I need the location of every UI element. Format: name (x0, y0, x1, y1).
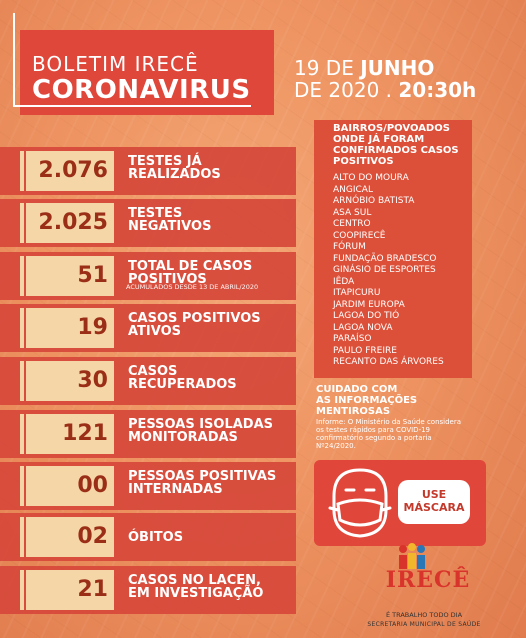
date-month: JUNHO (360, 56, 435, 80)
neighborhood-item: COOPIRECÊ (333, 230, 386, 241)
neighborhood-item: ANGICAL (333, 184, 373, 195)
date-year: DE 2020 . (294, 78, 399, 102)
stat-label: CASOS RECUPERADOS (128, 364, 237, 392)
stat-label: TOTAL DE CASOS POSITIVOS (128, 259, 253, 287)
neighborhood-item: ITAPICURU (333, 288, 381, 298)
stat-tick (20, 151, 24, 191)
stat-label: PESSOAS ISOLADAS MONITORADAS (128, 417, 274, 445)
stat-value: 00 (77, 473, 108, 498)
stat-label: CASOS NO LACEN, EM INVESTIGAÇÃO (128, 573, 264, 601)
stat-tick (20, 517, 24, 557)
stat-note: ACUMULADOS DESDE 13 DE ABRIL/2020 (126, 283, 259, 291)
neighborhood-item: FÓRUM (333, 242, 366, 252)
stat-tick (20, 570, 24, 610)
neighborhoods-list (333, 173, 444, 369)
stat-tick (20, 361, 24, 401)
stat-tick (20, 466, 24, 506)
neighborhood-item: LAGOA NOVA (333, 322, 393, 333)
neighborhood-item: PAULO FREIRE (333, 345, 397, 356)
logo-tagline: É TRABALHO TODO DIA (385, 611, 463, 619)
date-day: 19 DE (294, 56, 361, 80)
warning-text: Informe: O Ministério da Saúde considera os testes rápidos para COVID-19 confirmatório segundo a portaria Nº24/2020. (316, 418, 462, 450)
use-mask-bubble: USE MÁSCARA (398, 480, 470, 524)
stat-value: 19 (77, 315, 108, 340)
neighborhood-item: RECANTO DAS ÁRVORES (333, 357, 444, 367)
stat-tick (20, 203, 24, 243)
stat-label: PESSOAS POSITIVAS INTERNADAS (128, 469, 277, 497)
neighborhood-item: LAGOA DO TIÓ (333, 311, 400, 321)
stat-value: 30 (77, 368, 108, 393)
bulletin-subtitle: CORONAVIRUS (32, 75, 251, 105)
stat-value: 21 (77, 577, 108, 602)
neighborhoods-heading: BAIRROS/POVOADOS ONDE JÁ FORAM CONFIRMADOS CASOS POSITIVOS (333, 123, 459, 167)
neighborhood-item: CENTRO (333, 219, 371, 229)
stat-tick (20, 308, 24, 348)
stat-value: 121 (62, 421, 108, 446)
logo-secretariat: SECRETARIA MUNICIPAL DE SAÚDE (367, 621, 481, 628)
bulletin-title: BOLETIM IRECÊ (32, 52, 199, 76)
neighborhood-item: JARDIM EUROPA (333, 299, 405, 310)
date-line-1 (294, 58, 434, 78)
neighborhood-item: PARAÍSO (333, 334, 372, 344)
stat-value: 51 (77, 263, 108, 288)
neighborhood-item: GINÁSIO DE ESPORTES (333, 265, 436, 275)
neighborhood-item: ARNÓBIO BATISTA (333, 196, 415, 206)
neighborhood-item: ALTO DO MOURA (333, 173, 409, 183)
stat-tick (20, 414, 24, 454)
neighborhood-item: IÊDA (333, 276, 355, 287)
warning-heading: CUIDADO COM AS INFORMAÇÕES MENTIROSAS (316, 384, 418, 417)
neighborhood-item: ASA SUL (333, 207, 372, 218)
stat-tick (20, 256, 24, 296)
date-line-2 (294, 80, 476, 100)
stat-value: 02 (77, 524, 108, 549)
stat-label: CASOS POSITIVOS ATIVOS (128, 311, 261, 339)
irece-logo-name: IRECÊ (385, 567, 471, 593)
date-time: 20:30h (398, 78, 477, 102)
stat-label: ÓBITOS (128, 530, 184, 545)
stat-value: 2.025 (38, 210, 108, 235)
neighborhood-item: FUNDAÇÃO BRADESCO (333, 253, 437, 264)
stat-label: TESTES NEGATIVOS (128, 206, 212, 234)
stat-label: TESTES JÁ REALIZADOS (128, 154, 221, 182)
face-mask-icon (320, 462, 400, 542)
stat-value: 2.076 (38, 158, 108, 183)
